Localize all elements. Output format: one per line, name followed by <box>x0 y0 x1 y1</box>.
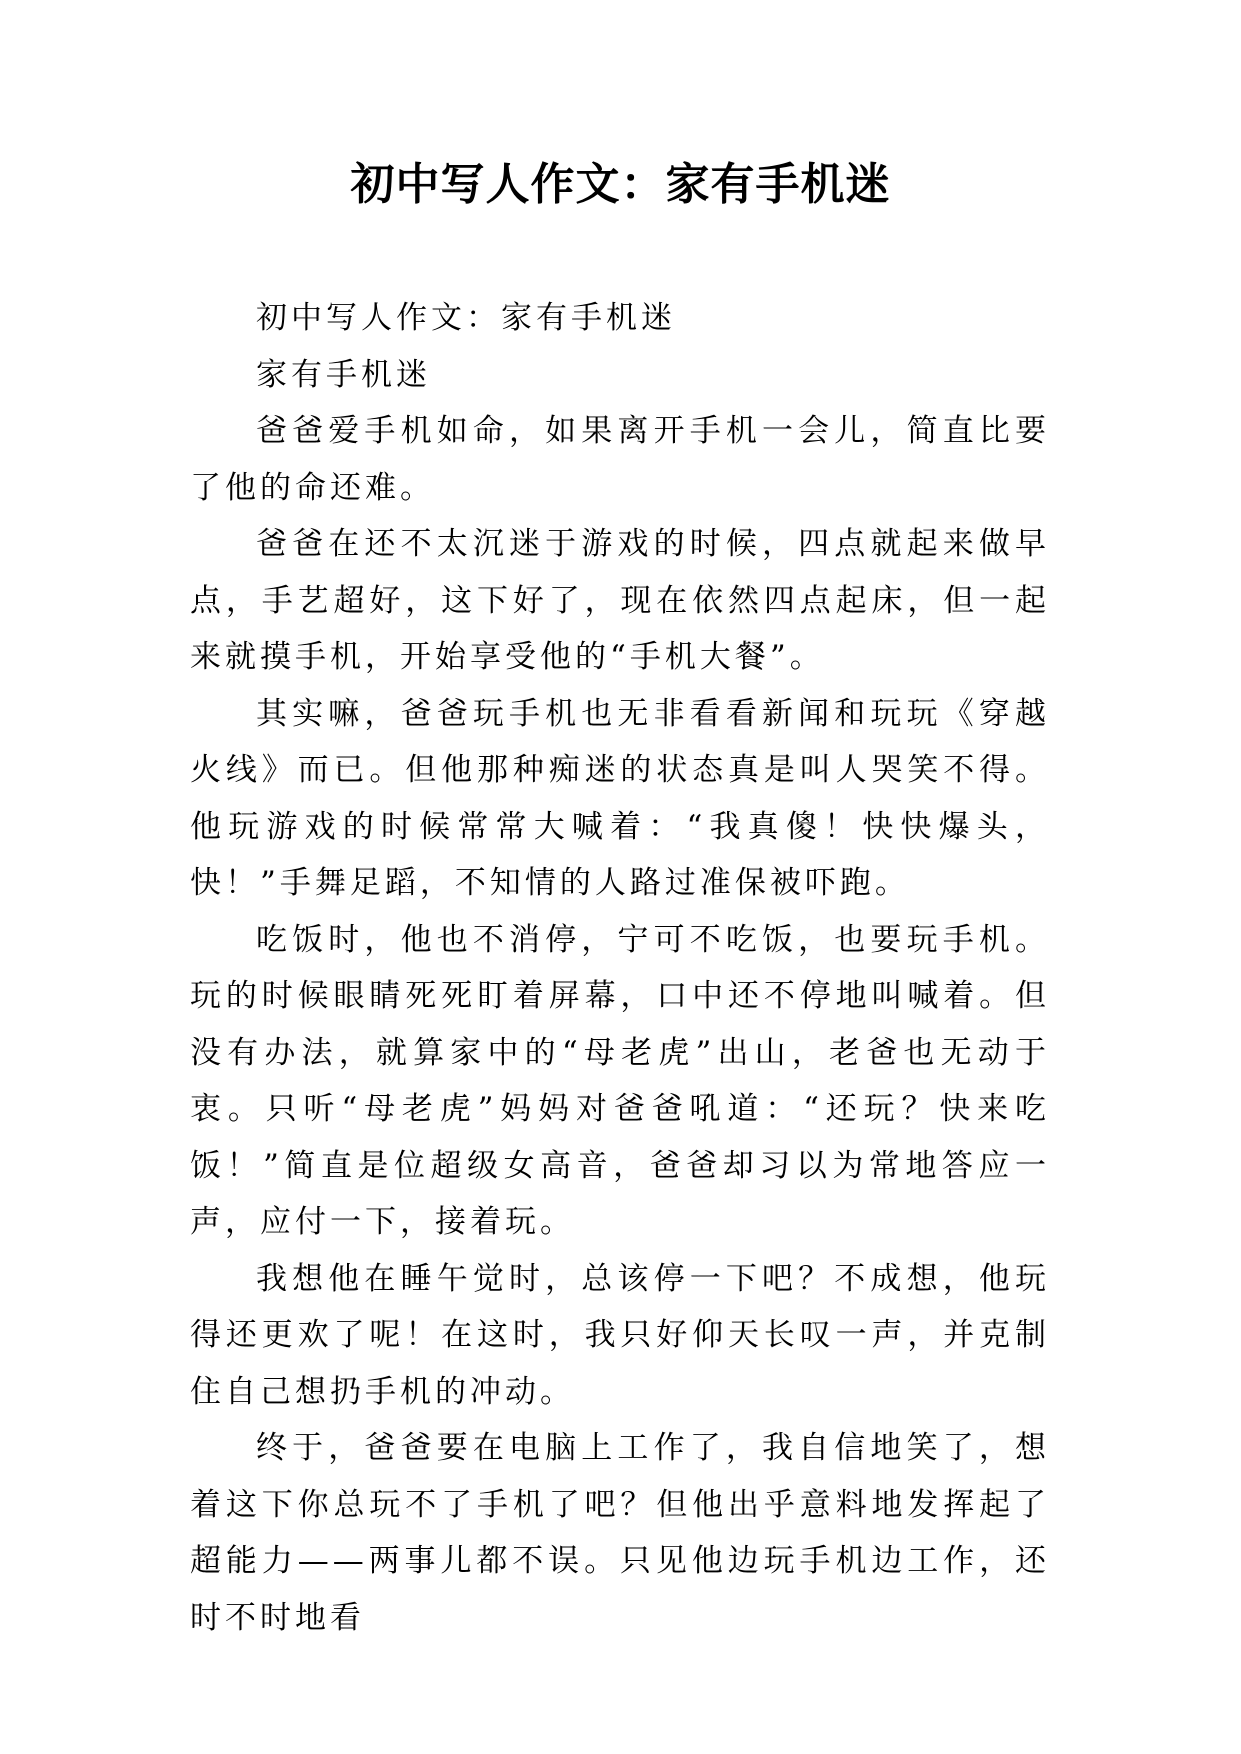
paragraph: 终于，爸爸要在电脑上工作了，我自信地笑了，想着这下你总玩不了手机了吧？但他出乎意料地发挥起了超能力——两事儿都不误。只见他边玩手机边工作，还时不时地看 <box>190 1430 1050 1636</box>
paragraph: 初中写人作文：家有手机迷 <box>256 300 676 336</box>
paragraph: 家有手机迷 <box>256 356 431 393</box>
document-body <box>190 290 1050 1646</box>
document-title: 初中写人作文：家有手机迷 <box>350 159 891 210</box>
paragraph: 我想他在睡午觉时，总该停一下吧？不成想，他玩得还更欢了呢！在这时，我只好仰天长叹一声，并克制住自己想扔手机的冲动。 <box>190 1260 1050 1410</box>
paragraph: 爸爸在还不太沉迷于游戏的时候，四点就起来做早点，手艺超好，这下好了，现在依然四点起床，但一起来就摸手机，开始享受他的“手机大餐”。 <box>190 526 1050 675</box>
paragraph: 其实嘛，爸爸玩手机也无非看看新闻和玩玩《穿越火线》而已。但他那种痴迷的状态真是叫人哭笑不得。他玩游戏的时候常常大喊着：“我真傻！快快爆头，快！”手舞足蹈，不知情的人路过准保被吓跑。 <box>190 695 1050 901</box>
paragraph: 吃饭时，他也不消停，宁可不吃饭，也要玩手机。玩的时候眼睛死死盯着屏幕，口中还不停地叫喊着。但没有办法，就算家中的“母老虎”出山，老爸也无动于衷。只听“母老虎”妈妈对爸爸吼道：“还玩？快来吃饭！”简直是位超级女高音，爸爸却习以为常地答应一声，应付一下，接着玩。 <box>190 921 1050 1240</box>
paragraph: 爸爸爱手机如命，如果离开手机一会儿，简直比要了他的命还难。 <box>190 413 1050 506</box>
